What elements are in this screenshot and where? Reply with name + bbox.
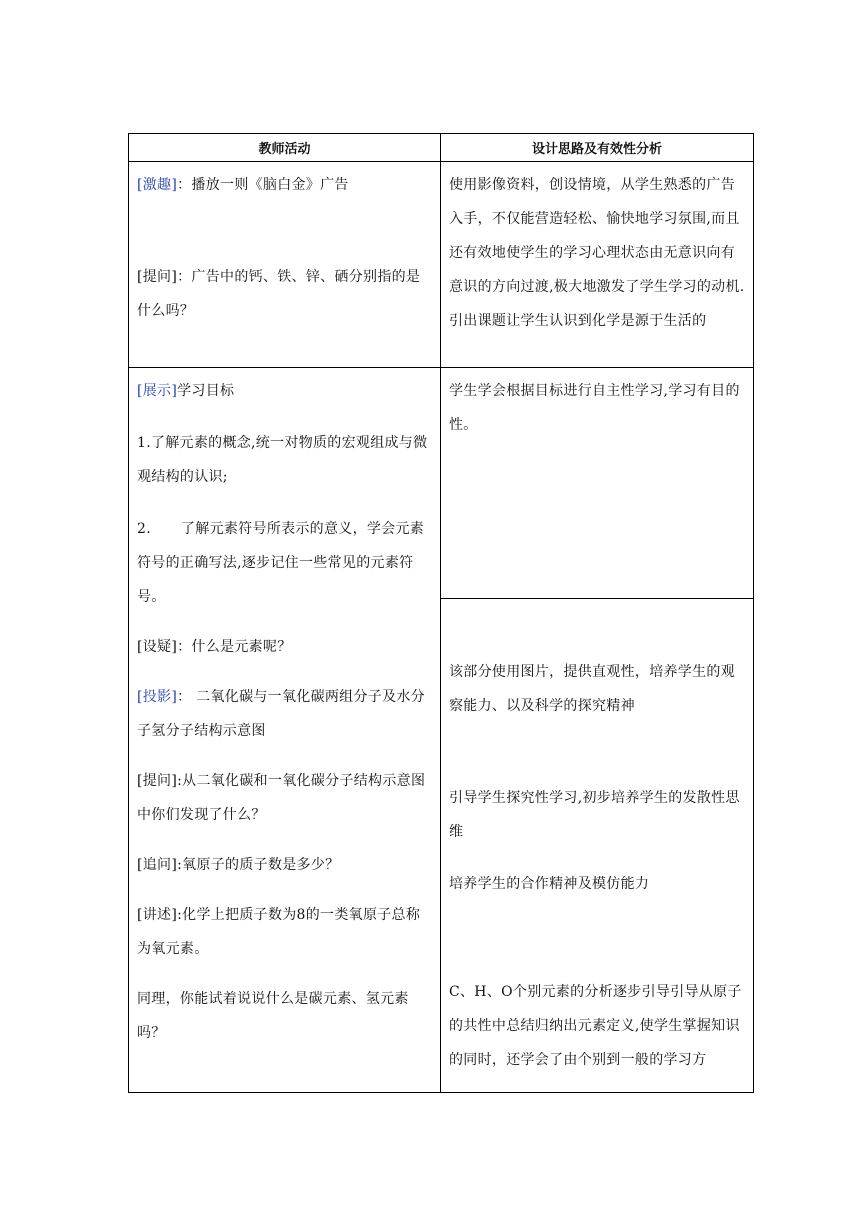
row2-right-bottom-cell	[441, 599, 754, 1093]
tag-touying: [投影]	[137, 689, 178, 705]
row1-intro-line	[137, 168, 432, 202]
show-line	[137, 374, 432, 408]
table-header-row	[129, 134, 754, 162]
row1-intro-text: ：播放一则《脑白金》广告	[177, 177, 349, 193]
row1-question: [提问]：广告中的钙、铁、锌、硒分别指的是什么吗？	[137, 269, 421, 319]
goal-2-number: 2.	[137, 521, 151, 537]
goal-2	[137, 512, 432, 614]
analysis-inquiry: 引导学生探究性学习,初步培养学生的发散性思维	[449, 790, 740, 840]
header-teacher-activity: 教师活动	[129, 134, 441, 162]
show-text: 学习目标	[177, 383, 235, 399]
row2-right-top-cell	[441, 368, 754, 599]
goal-2-text: 了解元素符号所表示的意义，学会元素符号的正确写法,逐步记住一些常见的元素符号。	[137, 521, 425, 605]
header-design-analysis: 设计思路及有效性分析	[441, 134, 754, 162]
analysis-cooperation: 培养学生的合作精神及模仿能力	[449, 876, 650, 892]
question-1: [提问]:从二氧化碳和一氧化碳分子结构示意图中你们发现了什么？	[137, 773, 426, 823]
row2-left-cell	[129, 368, 441, 1093]
goal-1: 1.了解元素的概念,统一对物质的宏观组成与微观结构的认识;	[137, 435, 428, 485]
question-2: [追问]:氧原子的质子数是多少？	[137, 857, 340, 873]
tag-zhanshi: [展示]	[137, 383, 178, 399]
projection-text: ： 二氧化碳与一氧化碳两组分子及水分子氢分子结构示意图	[137, 689, 425, 739]
table-row	[129, 368, 754, 599]
analysis-generalization: C、H、O个别元素的分析逐步引导引导从原子的共性中总结归纳出元素定义,使学生掌握知识的同时，还学会了由个别到一般的学习方	[449, 984, 742, 1068]
question-4: 同理，你能试着说说什么是碳元素、氢元素吗？	[137, 991, 409, 1041]
projection-line	[137, 680, 432, 748]
narration: [讲述]:化学上把质子数为8的一类氧原子总称为氧元素。	[137, 907, 421, 957]
tag-jiqu: [激趣]	[137, 177, 178, 193]
row1-analysis: 使用影像资料，创设情境，从学生熟悉的广告入手，不仅能营造轻松、愉快地学习氛围,而且还有效地使学生的学习心理状态由无意识向有意识的方向过渡,极大地激发了学生学习的动机.引出课题让学生认识到化学是源于生活的	[449, 177, 745, 329]
lesson-table	[128, 133, 754, 1093]
goal-analysis: 学生学会根据目标进行自主性学习,学习有目的性。	[449, 383, 740, 433]
analysis-observation: 该部分使用图片，提供直观性，培养学生的观察能力、以及科学的探究精神	[449, 664, 735, 714]
table-row	[129, 162, 754, 368]
doubt-line: [设疑]：什么是元素呢？	[137, 639, 292, 655]
row1-right-cell	[441, 162, 754, 368]
row1-left-cell	[129, 162, 441, 368]
